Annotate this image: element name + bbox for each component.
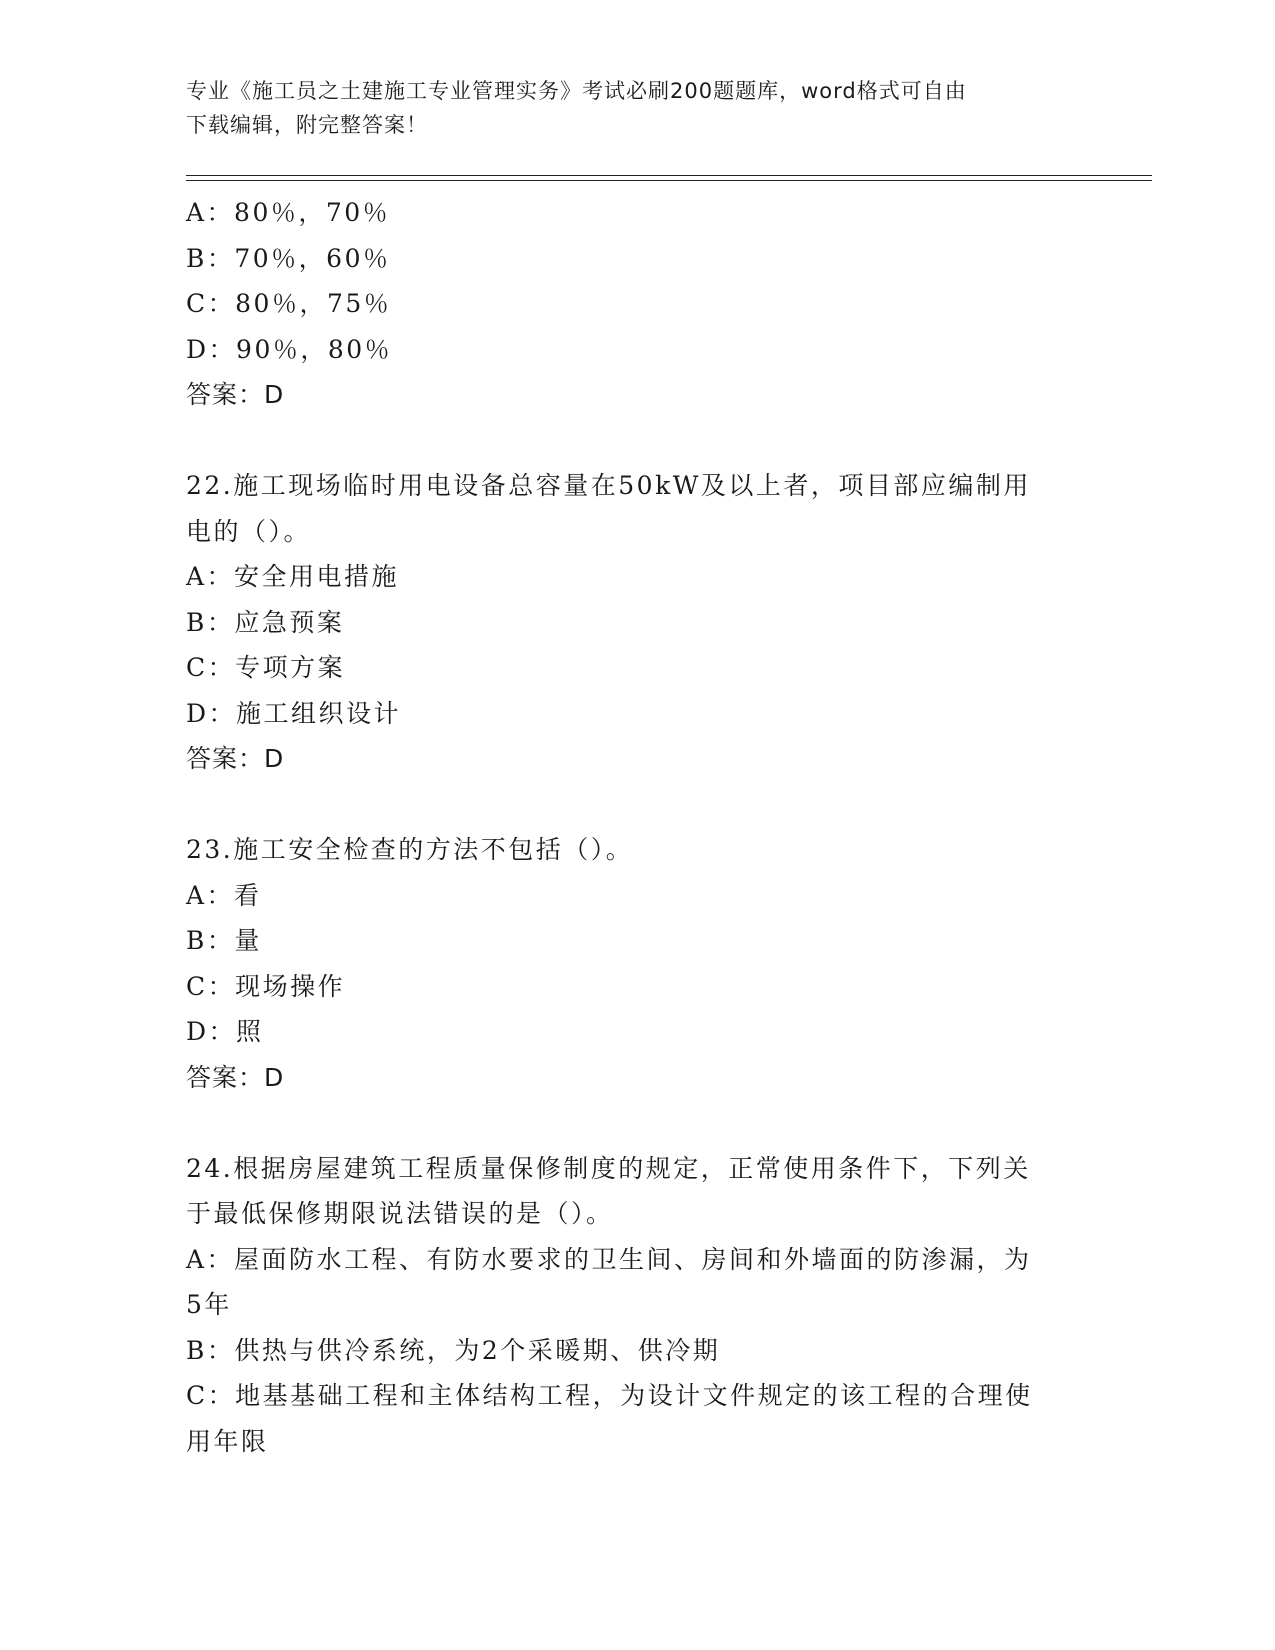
question-stem-line-1: 22.施工现场临时用电设备总容量在50kW及以上者，项目部应编制用 (186, 471, 1031, 500)
question-stem-line-2: 于最低保修期限说法错误的是（）。 (186, 1199, 614, 1228)
option-d: D：90％，80％ (186, 334, 393, 364)
option-b: B：量 (186, 926, 262, 955)
option-c-line-1: C：地基基础工程和主体结构工程，为设计文件规定的该工程的合理使 (186, 1381, 1033, 1410)
option-b: B：供热与供冷系统，为2个采暖期、供冷期 (186, 1335, 721, 1365)
option-b: B：70％，60％ (186, 243, 391, 273)
option-a: A：看 (186, 880, 262, 910)
header-line-2: 下载编辑，附完整答案！ (186, 113, 428, 137)
question-24-block (186, 1146, 1086, 1465)
header-line-1: 专业《施工员之土建施工专业管理实务》考试必刷200题题库，word格式可自由 (186, 79, 967, 103)
option-a: A：安全用电措施 (186, 562, 400, 591)
option-c-line-2: 用年限 (186, 1426, 269, 1456)
answer-line: 答案：D (186, 1062, 285, 1092)
header-divider-bottom (186, 180, 1152, 181)
spacer (186, 1100, 1086, 1146)
option-b: B：应急预案 (186, 607, 345, 637)
option-a-line-2: 5年 (186, 1290, 232, 1319)
question-stem-line-1: 24.根据房屋建筑工程质量保修制度的规定，正常使用条件下，下列关 (186, 1153, 1031, 1183)
question-content (186, 190, 1086, 1464)
answer-line: 答案：D (186, 380, 285, 409)
document-header (186, 74, 1066, 142)
answer-line: 答案：D (186, 744, 285, 773)
option-d: D：照 (186, 1017, 264, 1046)
question-stem: 23.施工安全检查的方法不包括（）。 (186, 835, 634, 864)
option-c: C：现场操作 (186, 971, 346, 1001)
question-22-block (186, 463, 1086, 782)
option-c: C：80％，75％ (186, 289, 392, 318)
option-d: D：施工组织设计 (186, 698, 402, 728)
question-21-block (186, 190, 1086, 418)
question-stem-line-2: 电的（）。 (186, 516, 312, 546)
question-23-block (186, 827, 1086, 1100)
spacer (186, 418, 1086, 464)
header-divider-top (186, 175, 1152, 176)
option-c: C：专项方案 (186, 653, 346, 682)
option-a-line-1: A：屋面防水工程、有防水要求的卫生间、房间和外墙面的防渗漏，为 (186, 1244, 1032, 1274)
spacer (186, 782, 1086, 828)
option-a: A：80％，70％ (186, 198, 391, 227)
